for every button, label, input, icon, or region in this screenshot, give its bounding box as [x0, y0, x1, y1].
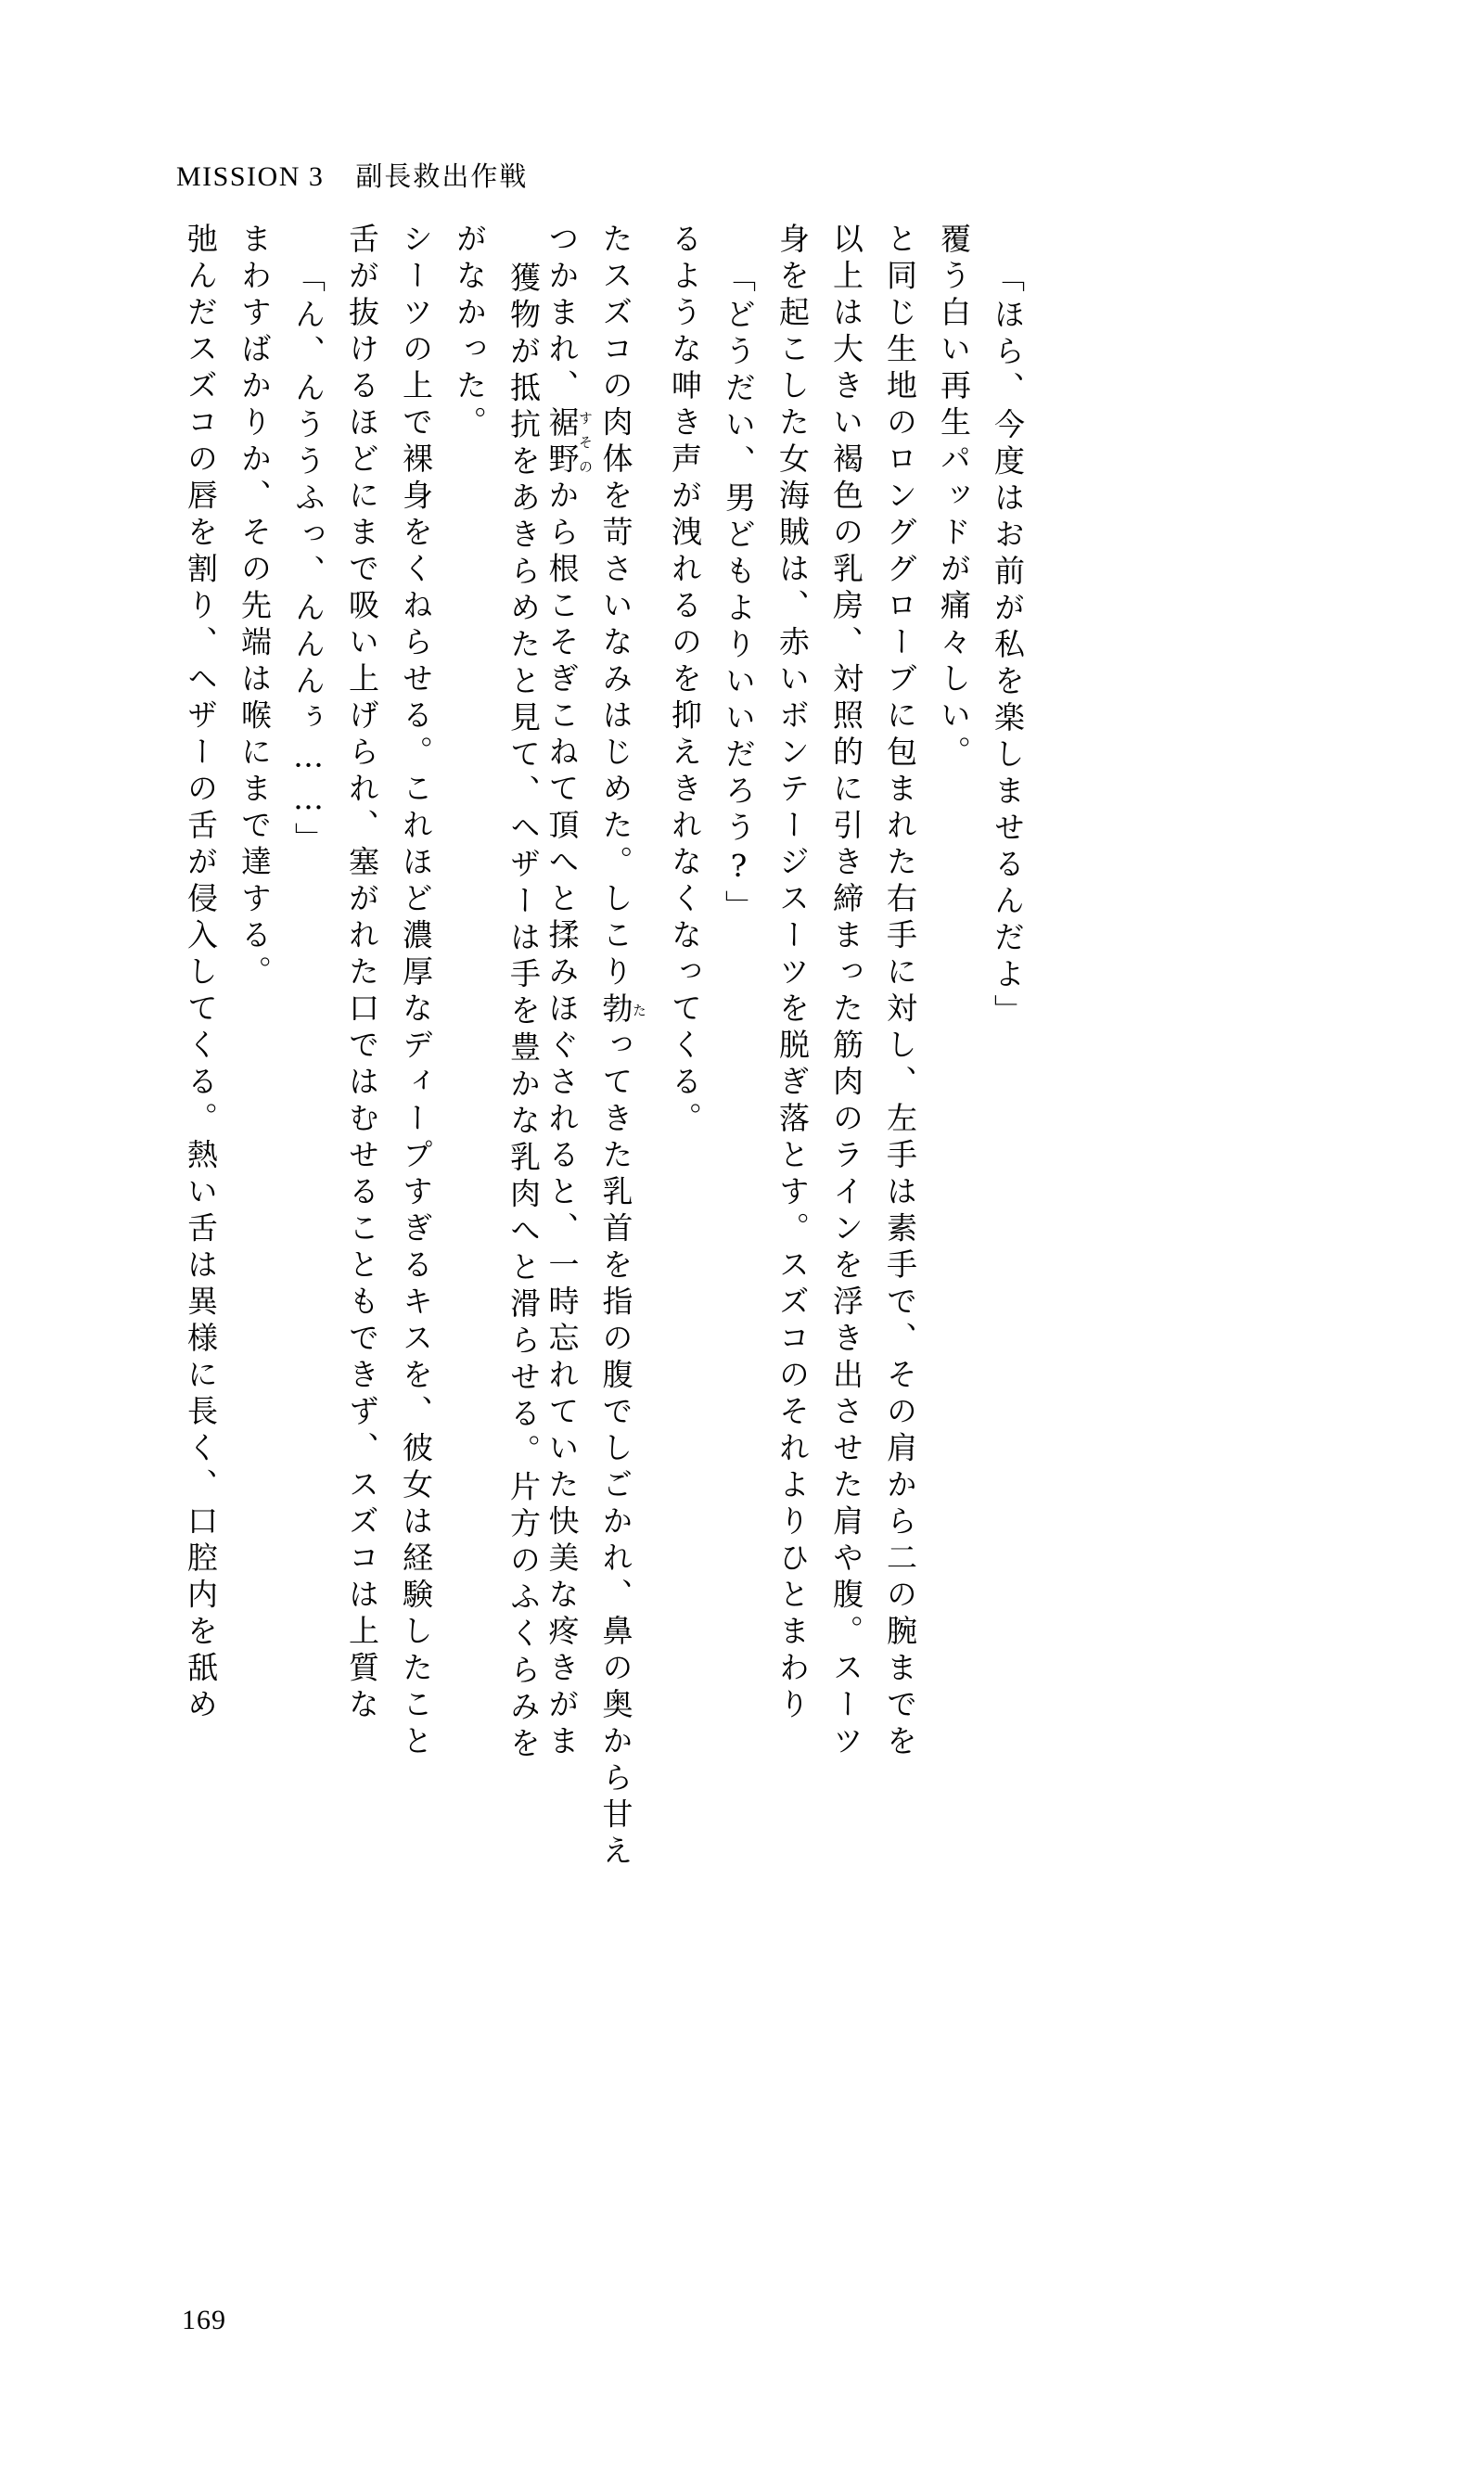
body-text: [162, 223, 1322, 2226]
page-number: 169: [182, 2305, 226, 2335]
text-column: まわすばかりか、その先端は喉にまで達する。: [237, 223, 273, 992]
text-column: 「どうだい、男どもよりいいだろう?」: [721, 262, 757, 927]
mission-label: MISSION 3: [176, 161, 325, 192]
text-column: 弛んだスズコの唇を割り、ヘザーの舌が侵入してくる。熱い舌は異様に長く、口腔内を舐め: [183, 223, 219, 1725]
text-column: 覆う白い再生パッドが痛々しい。: [936, 223, 972, 773]
text-column: 以上は大きい褐色の乳房、対照的に引き締まった筋肉のラインを浮き出させた肩や腹。スーツ: [828, 223, 864, 1761]
text-column: たスズコの肉体を苛さいなみはじめた。しこり勃たってきた乳首を指の腹でしごかれ、鼻の奥から甘え: [597, 223, 647, 1872]
text-column: シーツの上で裸身をくねらせる。これほど濃厚なディープすぎるキスを、彼女は経験したこと: [398, 223, 434, 1761]
text-column: 「ん、んううふっ、んんんぅ……」: [290, 262, 326, 859]
text-column: 身を起こした女海賊は、赤いボンテージスーツを脱ぎ落とす。スズコのそれよりひとまわり: [774, 223, 811, 1725]
text-column: 舌が抜けるほどにまで吸い上げられ、塞がれた口ではむせることもできず、スズコは上質な: [344, 223, 380, 1725]
chapter-title: 副長救出作戦: [355, 160, 529, 192]
ruby-annotation: 勃た: [597, 991, 647, 1029]
text-column: 「ほら、今度はお前が私を楽しませるんだよ」: [990, 262, 1026, 1031]
text-column: 獲物が抵抗をあきらめたと見て、ヘザーは手を豊かな乳肉へと滑らせる。片方のふくらみを: [505, 262, 542, 1764]
text-column: るような呻き声が洩れるのを抑えきれなくなってくる。: [667, 223, 703, 1139]
text-column: と同じ生地のロンググローブに包まれた右手に対し、左手は素手で、その肩から二の腕までを: [882, 223, 918, 1761]
ruby-annotation: 裾野すその: [544, 405, 594, 479]
running-head: [176, 156, 528, 194]
text-column: つかまれ、裾野すそのから根こそぎこねて頂へと揉みほぐされると、一時忘れていた快美な疼きがま: [544, 223, 594, 1761]
text-column: がなかった。: [452, 223, 488, 442]
